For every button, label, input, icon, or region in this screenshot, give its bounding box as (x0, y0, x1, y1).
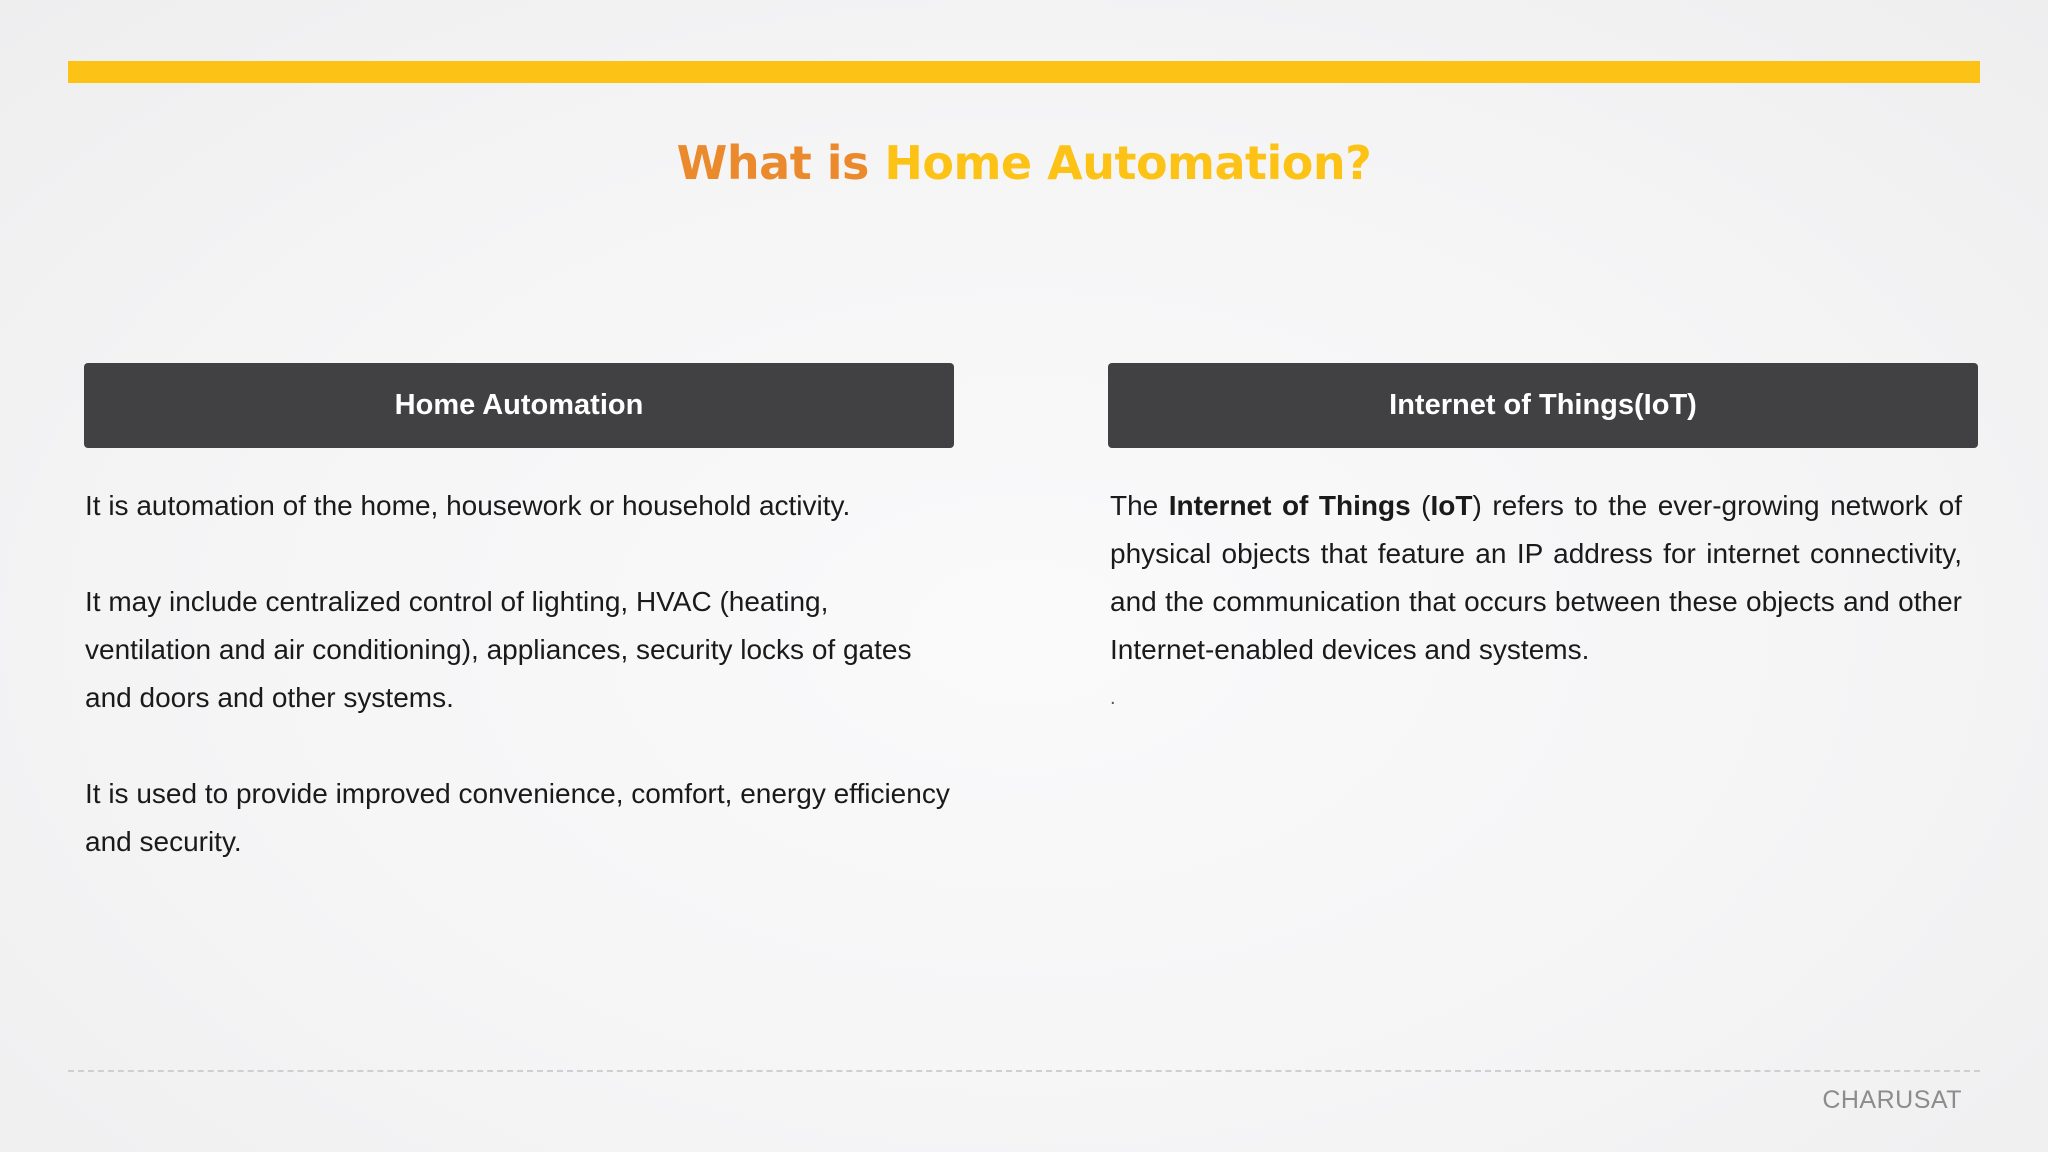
home-automation-paragraph-1: It is automation of the home, housework or household activity. (85, 490, 851, 521)
iot-paragraph (1110, 482, 1962, 674)
home-automation-header: Home Automation (84, 363, 954, 448)
iot-term-iot: IoT (1430, 490, 1473, 521)
iot-header: Internet of Things(IoT) (1108, 363, 1978, 448)
iot-text-paren: ( (1410, 490, 1431, 521)
iot-term-internet-of-things: Internet of Things (1168, 490, 1411, 521)
iot-body (1110, 482, 1962, 722)
slide-title (0, 136, 2048, 190)
title-part-1: What is (676, 136, 885, 190)
iot-text-rest: ) refers to the ever-growing network of physical objects that feature an IP address for internet connectivity, and the communication that occurs between these objects and other Internet-enabled devices and systems. (1110, 490, 1963, 665)
footer-brand: CHARUSAT (1822, 1086, 1962, 1114)
top-accent-bar (68, 61, 1980, 83)
home-automation-paragraph-2: It may include centralized control of lighting, HVAC (heating, ventilation and air conditioning), appliances, security locks of gates and doors and other systems. (85, 586, 912, 713)
home-automation-paragraph-3: It is used to provide improved convenience, comfort, energy efficiency and security. (85, 778, 950, 857)
home-automation-body (85, 482, 955, 914)
iot-trailing-dot: . (1110, 687, 1116, 709)
footer-divider (68, 1070, 1980, 1072)
iot-text-the: The (1110, 490, 1169, 521)
title-part-2: Home Automation? (884, 136, 1372, 190)
